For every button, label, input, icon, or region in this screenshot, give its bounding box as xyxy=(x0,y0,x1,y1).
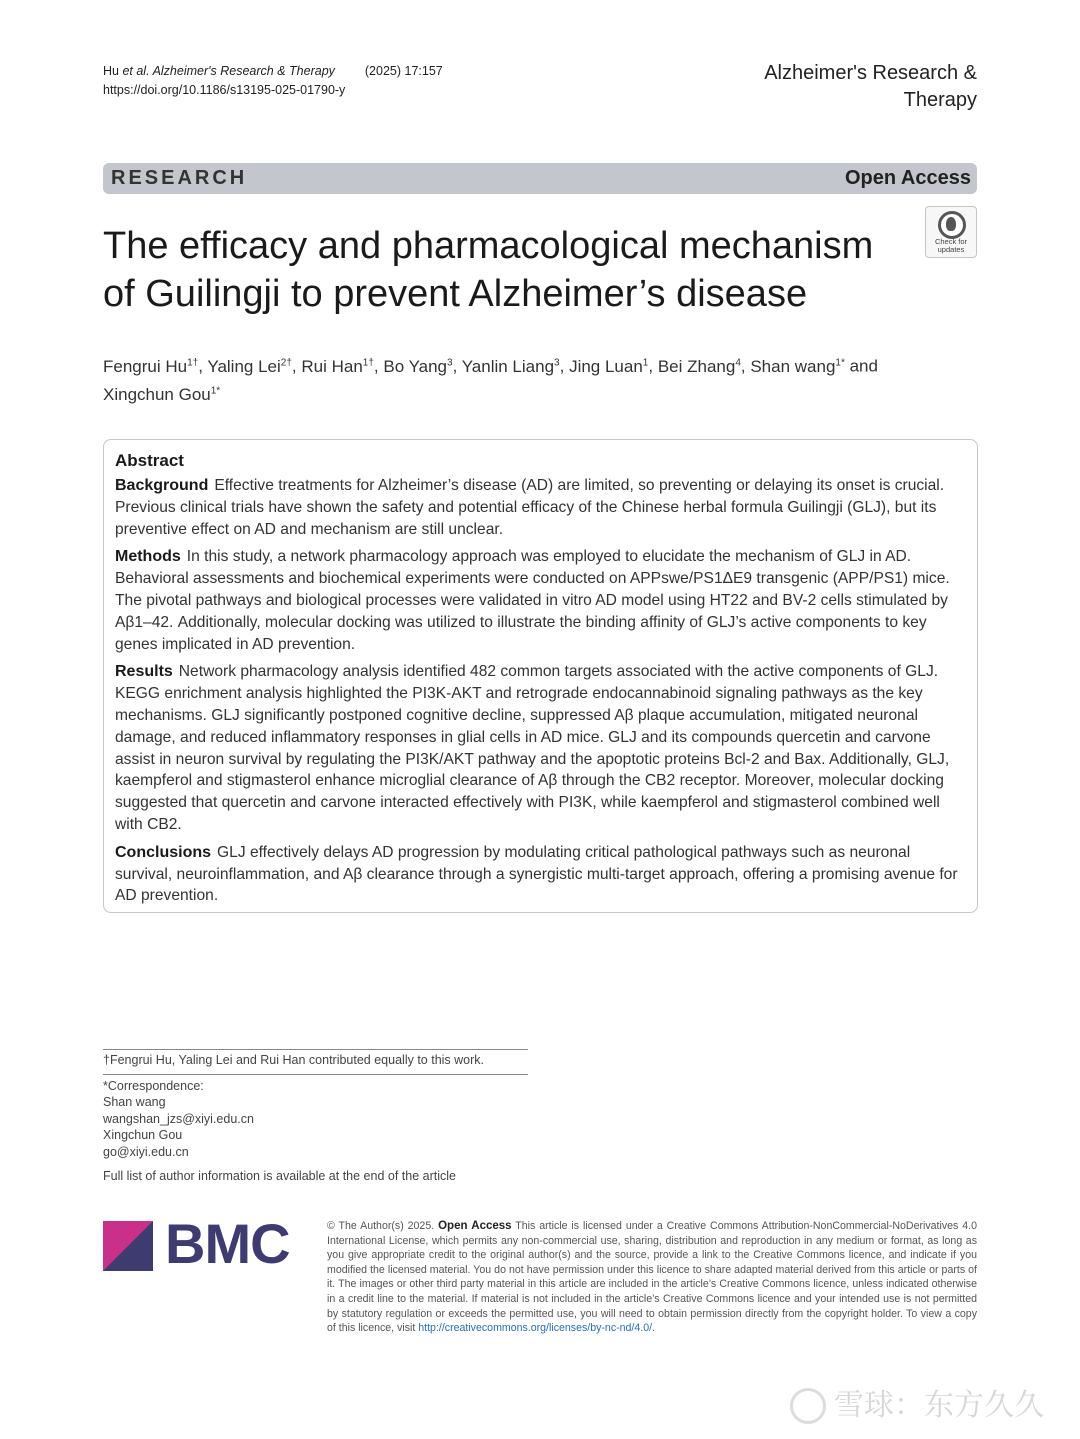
correspondence-email[interactable]: wangshan_jzs@xiyi.edu.cn xyxy=(103,1111,254,1126)
author-affiliation-marker: 1 xyxy=(642,357,649,368)
author-affiliation-marker: 1† xyxy=(187,357,199,368)
snowball-logo-icon xyxy=(790,1388,826,1424)
methods-heading: Methods xyxy=(115,548,181,566)
conclusions-text: GLJ effectively delays AD progression by modulating critical pathological pathways such as neuronal survival, neuroinflammation, and Aβ clearance through a synergistic multi-target approach, offering a promising avenue for AD prevention. xyxy=(115,843,958,905)
author-separator: , xyxy=(740,356,751,376)
author-name[interactable]: Shan wang$^{1*}$ xyxy=(750,356,845,376)
abstract-heading: Abstract xyxy=(115,451,184,470)
author-affiliation-marker: 3 xyxy=(554,357,560,368)
author-name[interactable]: Yanlin Liang$^3$ xyxy=(461,356,560,376)
citation-authors: Hu xyxy=(103,64,123,78)
author-separator: , xyxy=(648,356,658,376)
license-statement: © The Author(s) 2025. Open Access This article is licensed under a Creative Commons Attribution-NonCommercial-NoDerivatives 4.0 International License, which permits any non-commercial use, sharing, distribution and reproduction in any medium or format, as long as you give appropriate credit to the original author(s) and the source, provide a link to the Creative Commons licence, and indicate if you modified the licensed material. You do not have permission under this licence to share adapted material derived from this article or parts of it. The images or other third party material in this article are included in the article’s Creative Commons licence, unless indicated otherwise in a credit line to the material. If material is not included in the article’s Creative Commons licence and your intended use is not permitted by statutory regulation or exceeds the permitted use, you will need to obtain permission directly from the copyright holder. To view a copy of this licence, visit http://creativecommons.org/licenses/by-nc-nd/4.0/. xyxy=(327,1220,977,1335)
abstract-background xyxy=(115,475,965,540)
bmc-logo-text: BMC xyxy=(165,1212,290,1275)
journal-name-line2: Therapy xyxy=(903,89,977,111)
abstract-results xyxy=(115,661,965,835)
author-name[interactable]: Bo Yang$^3$ xyxy=(383,356,453,376)
watermark-text: 雪球：东方久久 xyxy=(834,1389,1044,1422)
license-link[interactable]: http://creativecommons.org/licenses/by-nc-nd/4.0/ xyxy=(418,1322,653,1335)
bmc-mark-icon xyxy=(103,1221,153,1271)
correspondence-block xyxy=(103,1078,254,1160)
article-title xyxy=(103,222,923,318)
author-name[interactable]: Jing Luan$^1$ xyxy=(569,356,649,376)
correspondence-email[interactable]: go@xiyi.edu.cn xyxy=(103,1144,189,1159)
check-for-updates-label: Check for updates xyxy=(934,237,968,254)
author-name[interactable]: Yaling Lei$^{2\dagger}$ xyxy=(207,356,292,376)
author-affiliation-marker: 3 xyxy=(447,357,453,368)
check-for-updates-button[interactable] xyxy=(925,206,977,258)
article-type-bar xyxy=(103,163,977,194)
author-separator: , xyxy=(452,356,462,376)
conclusions-heading: Conclusions xyxy=(115,843,212,861)
equal-contribution-note: †Fengrui Hu, Yaling Lei and Rui Han contributed equally to this work. xyxy=(103,1053,485,1067)
background-text: Effective treatments for Alzheimer’s disease (AD) are limited, so preventing or delaying its onset is crucial. Previous clinical trials have shown the safety and potential efficacy of the Chinese herbal formula Guilingji (GLJ), but its preventive effect on AD and mechanism are still unclear. xyxy=(115,477,945,538)
author-separator: and xyxy=(844,356,878,376)
background-heading: Background xyxy=(115,477,209,494)
author-list xyxy=(103,350,903,407)
article-title-line1: The efficacy and pharmacological mechanism xyxy=(103,225,874,267)
author-name[interactable]: Rui Han$^{1\dagger}$ xyxy=(301,356,374,376)
correspondence-name: Shan wang xyxy=(103,1095,166,1110)
citation-journal: Alzheimer's Research & Therapy xyxy=(149,64,335,78)
correspondence-name: Xingchun Gou xyxy=(103,1128,183,1143)
abstract-conclusions xyxy=(115,842,965,907)
footnote-divider xyxy=(103,1074,528,1075)
author-separator: , xyxy=(291,356,302,376)
author-name[interactable]: Xingchun Gou$^{1*}$ xyxy=(103,385,221,405)
journal-name-line1: Alzheimer's Research & xyxy=(764,62,977,84)
citation-year-volume: (2025) 17:157 xyxy=(364,64,443,78)
bmc-logo[interactable] xyxy=(103,1212,303,1275)
license-body: This article is licensed under a Creative Commons Attribution-NonCommercial-NoDerivatives 4.0 International License, which permits any non-commercial use, sharing, distribution and reproduction in any medium or format, as long as you give appropriate credit to the original author(s) and the source, provide a link to the Creative Commons licence, and indicate if you modified the licensed material. You do not have permission under this licence to share adapted material derived from this article or parts of it. The images or other third party material in this article are included in the article’s Creative Commons licence, unless indicated otherwise in a credit line to the material. If material is not included in the article’s Creative Commons licence and your intended use is not permitted by statutory regulation or exceeds the permitted use, you will need to obtain permission directly from the copyright holder. To view a copy of this licence, visit xyxy=(327,1220,977,1335)
author-name[interactable]: Bei Zhang$^4$ xyxy=(657,356,741,376)
watermark xyxy=(790,1384,1060,1428)
author-affiliation-marker: 1* xyxy=(210,385,221,397)
citation-header xyxy=(103,62,443,100)
author-affiliation-marker: 2† xyxy=(280,357,292,368)
results-text: Network pharmacology analysis identified 482 common targets associated with the active components of GLJ. KEGG enrichment analysis highlighted the PI3K-AKT and retrograde endocannabinoid signaling pathways as the key mechanisms. GLJ significantly postponed cognitive decline, suppressed Aβ plaque accumulation, mitigated neuronal damage, and reduced inflammatory responses in glial cells in AD mice. GLJ and its compounds quercetin and carvone assist in neuron survival by regulating the PI3K/AKT pathway and the apoptotic proteins Bcl-2 and Bax. Additionally, GLJ, kaempferol and stigmasterol enhance microglial clearance of Aβ through the CB2 receptor. Moreover, molecular docking suggested that quercetin and carvone interacted effectively with PI3K, while kaempferol and stigmasterol combined well with CB2. xyxy=(115,663,950,833)
journal-name xyxy=(717,60,977,114)
results-heading: Results xyxy=(115,663,173,681)
bookmark-icon xyxy=(938,211,966,239)
open-access-heading: Open Access xyxy=(438,1220,512,1232)
citation-etal: et al. xyxy=(122,64,150,78)
author-name[interactable]: Fengrui $Hu^{1\dagger}$ xyxy=(103,356,199,376)
author-affiliation-marker: 1† xyxy=(362,357,374,368)
correspondence-label: *Correspondence: xyxy=(103,1079,204,1093)
author-separator: , xyxy=(559,356,570,376)
abstract-methods xyxy=(115,546,965,655)
abstract-box xyxy=(103,439,978,913)
footnote-divider xyxy=(103,1049,528,1050)
author-info-note: Full list of author information is available at the end of the article xyxy=(103,1169,456,1183)
doi-link[interactable]: https://doi.org/10.1186/s13195-025-01790-y xyxy=(103,83,346,97)
author-affiliation-marker: 1* xyxy=(835,357,845,368)
author-separator: , xyxy=(198,356,208,376)
article-title-line2: of Guilingji to prevent Alzheimer’s disease xyxy=(103,273,808,315)
author-affiliation-marker: 4 xyxy=(735,357,741,368)
open-access-label: Open Access xyxy=(845,167,971,189)
author-separator: , xyxy=(373,356,384,376)
copyright-text: © The Author(s) 2025. xyxy=(327,1220,435,1232)
citation-line xyxy=(103,62,443,81)
methods-text: In this study, a network pharmacology approach was employed to elucidate the mechanism of GLJ in AD. Behavioral assessments and biochemical experiments were conducted on APPswe/PS1ΔE9 transgenic (APP/PS1) mice. The pivotal pathways and biological processes were validated in vitro AD model using HT22 and BV-2 cells stimulated by Aβ1–42. Additionally, molecular docking was utilized to illustrate the binding affinity of GLJ’s active components to key genes implicated in AD prevention. xyxy=(115,548,950,653)
article-type-label: RESEARCH xyxy=(111,167,248,189)
